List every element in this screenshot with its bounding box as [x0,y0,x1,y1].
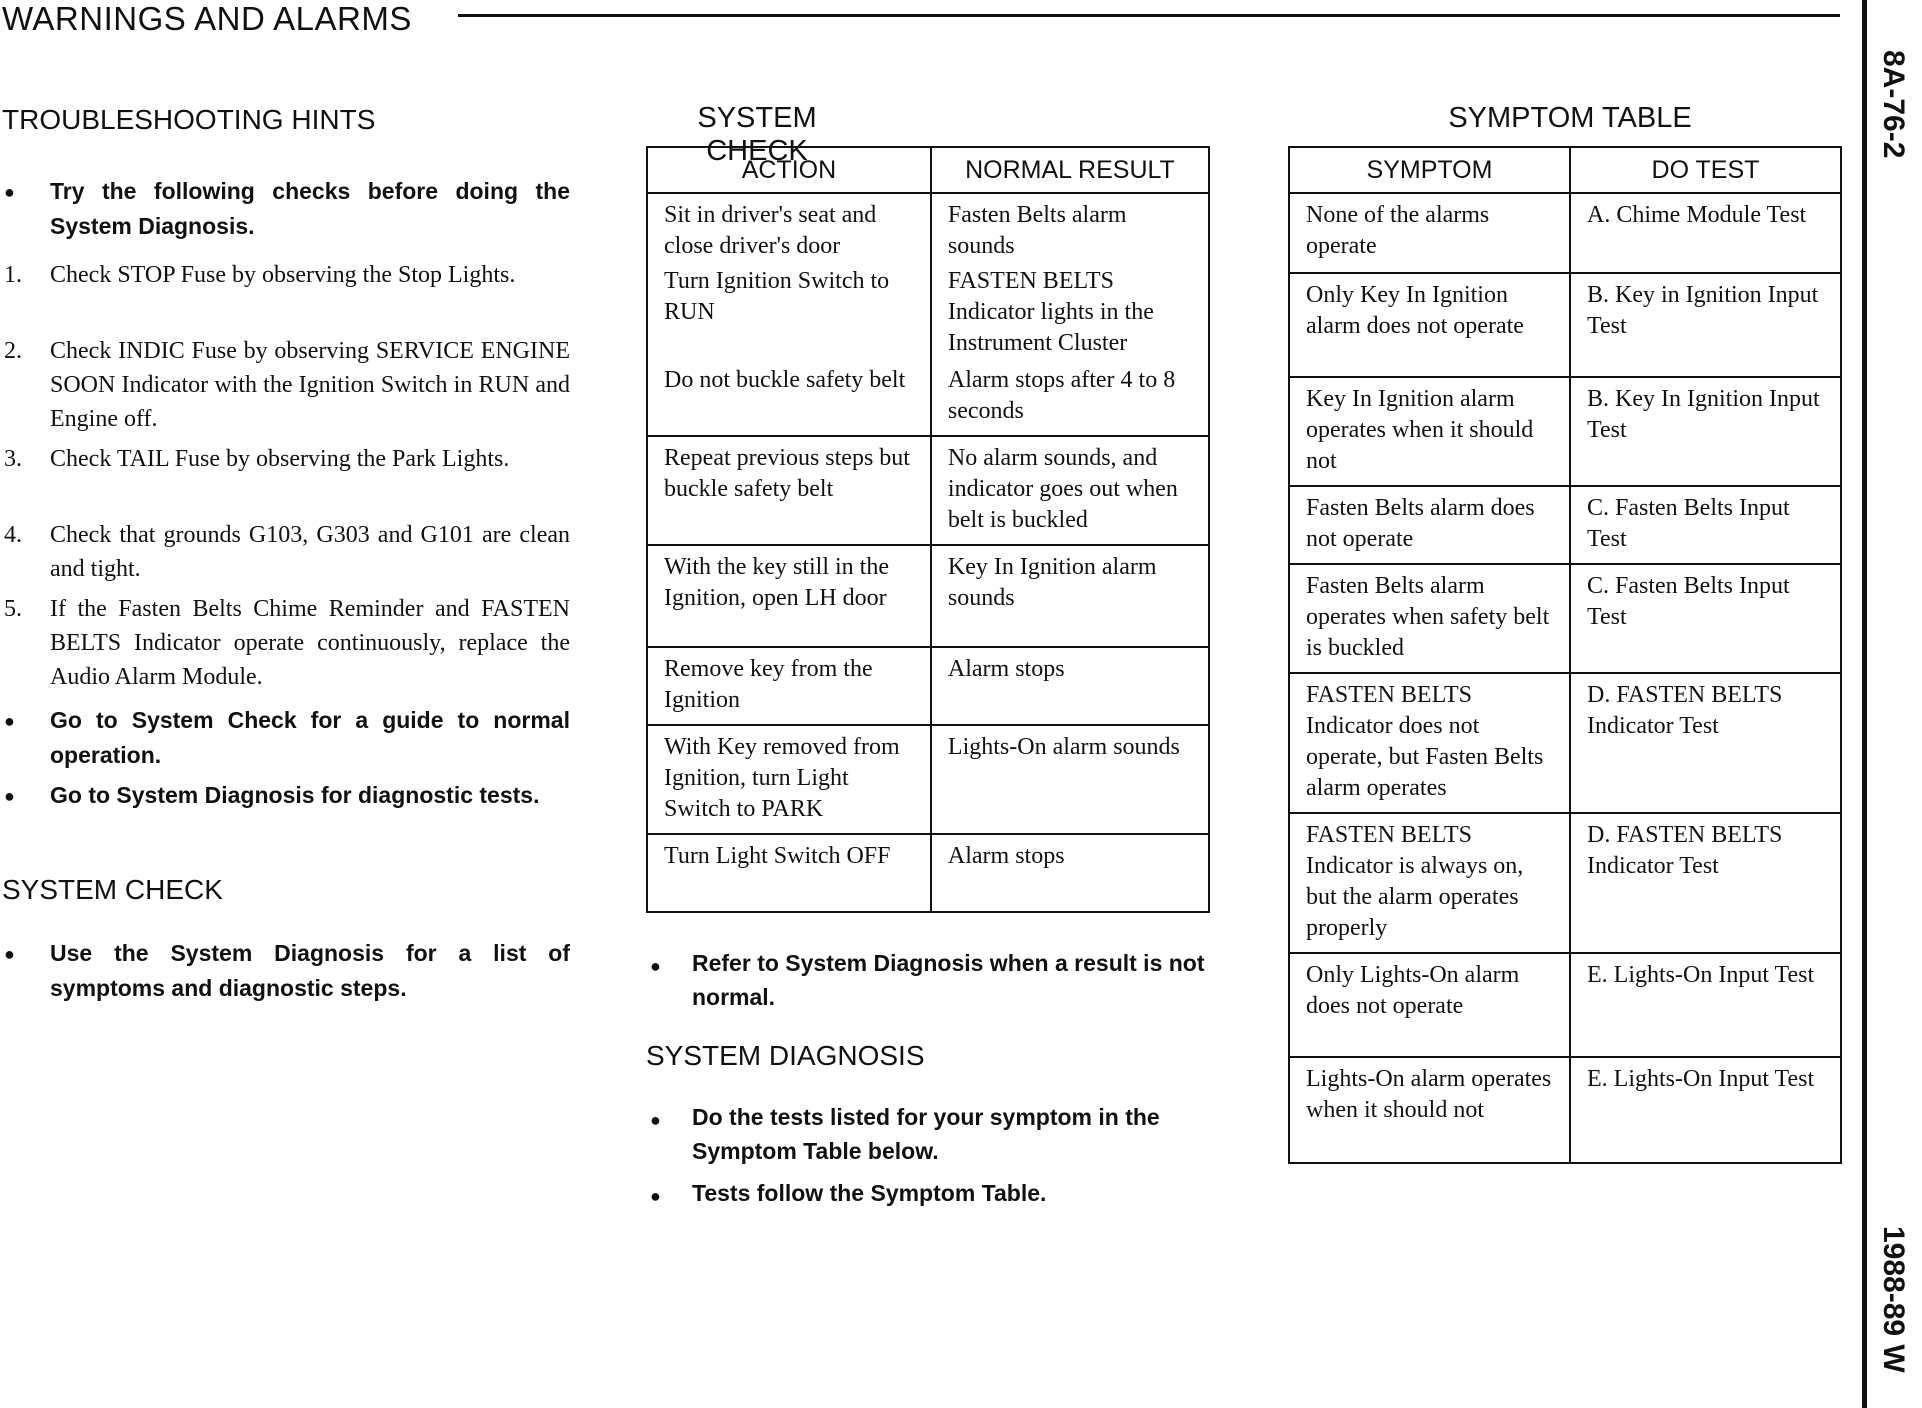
table-row [1289,673,1841,813]
action-cell: Turn Ignition Switch to RUN [647,264,931,361]
symptom-table-title: SYMPTOM TABLE [1448,102,1692,134]
model-year: 1988-89 W [1877,1226,1910,1373]
diagnosis-bullet-1: Do the tests listed for your symptom in the Symptom Table below. [692,1104,1160,1164]
table-header-row [1289,147,1841,193]
bullet-icon: ● [4,786,15,806]
troubleshooting-intro: Try the following checks before doing the System Diagnosis. [50,178,570,239]
symptom-cell: Lights-On alarm operates when it should not [1289,1057,1570,1163]
step-number: 3. [4,446,22,472]
action-cell: Do not buckle safety belt [647,361,931,436]
table-row [647,193,1209,264]
page-section-title: WARNINGS AND ALARMS [2,0,412,37]
action-cell: Sit in driver's seat and close driver's door [647,193,931,264]
troubleshooting-list [0,174,580,824]
step-text: Check that grounds G103, G303 and G101 are clean and tight. [50,522,570,582]
result-cell: No alarm sounds, and indicator goes out when belt is buckled [931,436,1209,545]
column-header-do-test: DO TEST [1570,147,1841,193]
table-row [1289,813,1841,953]
symptom-cell: FASTEN BELTS Indicator does not operate, but Fasten Belts alarm operates [1289,673,1570,813]
refer-note: Refer to System Diagnosis when a result is not normal. [692,950,1205,1010]
symptom-table [1288,146,1842,1164]
result-cell: Key In Ignition alarm sounds [931,545,1209,647]
result-cell: Alarm stops [931,647,1209,725]
result-cell: Alarm stops [931,834,1209,912]
bullet-icon: ● [650,1186,661,1206]
table-row [647,725,1209,834]
symptom-cell: Only Key In Ignition alarm does not operate [1289,273,1570,377]
step-text: Check INDIC Fuse by observing SERVICE ENGINE SOON Indicator with the Ignition Switch in RUN and Engine off. [50,338,570,432]
system-check-table [646,146,1210,913]
step-number: 4. [4,522,22,548]
step-text: Check STOP Fuse by observing the Stop Lights. [50,262,516,288]
bullet-icon: ● [4,711,15,731]
step-number: 2. [4,338,22,364]
step-text: If the Fasten Belts Chime Reminder and FASTEN BELTS Indicator operate continuously, replace the Audio Alarm Module. [50,596,570,690]
symptom-cell: Fasten Belts alarm does not operate [1289,486,1570,564]
test-cell: A. Chime Module Test [1570,193,1841,273]
symptom-cell: Fasten Belts alarm operates when safety belt is buckled [1289,564,1570,673]
bullet-system-check: Go to System Check for a guide to normal operation. [50,707,570,768]
table-row [1289,1057,1841,1163]
table-row [647,834,1209,912]
symptom-cell: Only Lights-On alarm does not operate [1289,953,1570,1057]
bullet-icon: ● [650,956,661,976]
system-check-table-title: SYSTEM CHECK [697,102,817,167]
diagnosis-bullet-2: Tests follow the Symptom Table. [692,1180,1047,1206]
action-cell: Remove key from the Ignition [647,647,931,725]
bullet-icon: ● [650,1110,661,1130]
result-cell: FASTEN BELTS Indicator lights in the Instrument Cluster [931,264,1209,361]
step-text: Check TAIL Fuse by observing the Park Lights. [50,446,510,472]
system-check-bullet: Use the System Diagnosis for a list of symptoms and diagnostic steps. [50,940,570,1001]
troubleshooting-heading: TROUBLESHOOTING HINTS [2,104,376,135]
table-row [647,647,1209,725]
result-cell: Fasten Belts alarm sounds [931,193,1209,264]
system-diagnosis-heading: SYSTEM DIAGNOSIS [646,1040,925,1071]
header-rule [458,14,1840,17]
table-row [1289,564,1841,673]
table-row [1289,377,1841,486]
bullet-icon: ● [4,182,15,202]
test-cell: C. Fasten Belts Input Test [1570,486,1841,564]
table-header-row [647,147,1209,193]
test-cell: C. Fasten Belts Input Test [1570,564,1841,673]
bullet-system-diagnosis: Go to System Diagnosis for diagnostic tests. [50,782,540,808]
table-row [647,545,1209,647]
system-check-heading: SYSTEM CHECK [2,874,223,905]
symptom-cell: None of the alarms operate [1289,193,1570,273]
side-rule [1862,0,1867,1408]
action-cell: With Key removed from Ignition, turn Light Switch to PARK [647,725,931,834]
test-cell: B. Key In Ignition Input Test [1570,377,1841,486]
result-cell: Alarm stops after 4 to 8 seconds [931,361,1209,436]
column-header-result: NORMAL RESULT [931,147,1209,193]
symptom-cell: FASTEN BELTS Indicator is always on, but the alarm operates properly [1289,813,1570,953]
action-cell: Turn Light Switch OFF [647,834,931,912]
table-row [1289,193,1841,273]
result-cell: Lights-On alarm sounds [931,725,1209,834]
column-header-action: ACTION [647,147,931,193]
table-row [1289,953,1841,1057]
table-row [647,436,1209,545]
table-row [647,264,1209,361]
action-cell: With the key still in the Ignition, open LH door [647,545,931,647]
step-number: 5. [4,596,22,622]
column-header-symptom: SYMPTOM [1289,147,1570,193]
test-cell: E. Lights-On Input Test [1570,953,1841,1057]
test-cell: D. FASTEN BELTS Indicator Test [1570,813,1841,953]
bullet-icon: ● [4,944,15,964]
table-row [1289,273,1841,377]
action-cell: Repeat previous steps but buckle safety belt [647,436,931,545]
step-number: 1. [4,262,22,288]
test-cell: B. Key in Ignition Input Test [1570,273,1841,377]
symptom-cell: Key In Ignition alarm operates when it should not [1289,377,1570,486]
test-cell: D. FASTEN BELTS Indicator Test [1570,673,1841,813]
table-row [1289,486,1841,564]
table-row [647,361,1209,436]
page-number: 8A-76-2 [1877,50,1910,159]
test-cell: E. Lights-On Input Test [1570,1057,1841,1163]
